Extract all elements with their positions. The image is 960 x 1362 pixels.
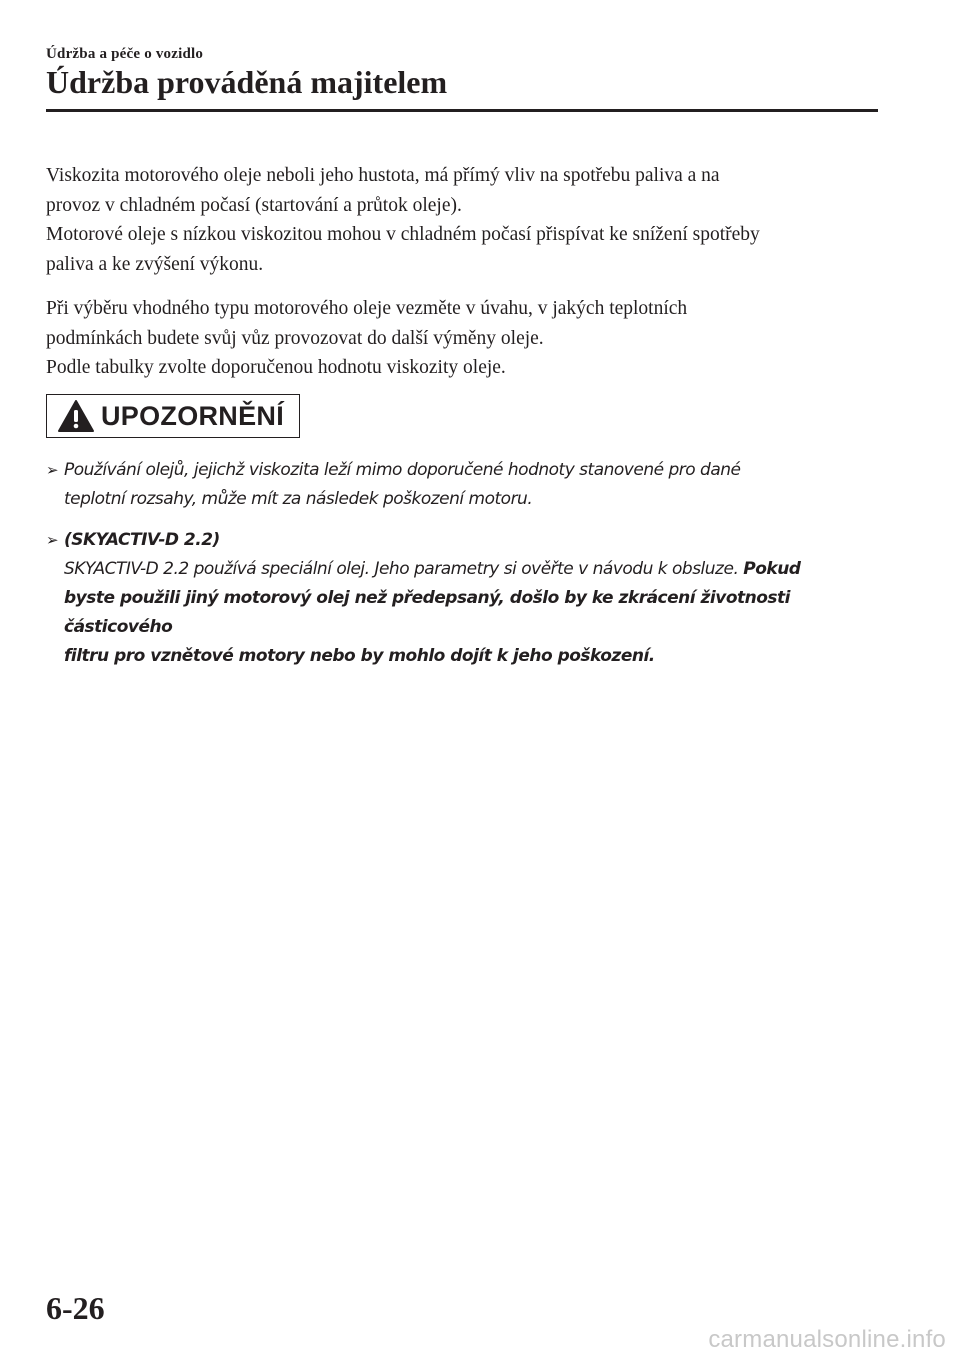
text-line: paliva a ke zvýšení výkonu. xyxy=(46,253,264,275)
text-line: Při výběru vhodného typu motorového oleje vezměte v úvahu, v jakých teplotních xyxy=(46,298,688,319)
watermark: carmanualsonline.info xyxy=(708,1326,946,1353)
text-line: Viskozita motorového oleje neboli jeho hustota, má přímý vliv na spotřebu paliva a na xyxy=(46,165,720,186)
arrow-bullet-icon: ➢ xyxy=(46,531,59,549)
paragraph-selection xyxy=(46,294,886,383)
text-line: teplotní rozsahy, může mít za následek poškození motoru. xyxy=(64,489,533,509)
text-line: podmínkách budete svůj vůz provozovat do další výměny oleje. xyxy=(46,327,544,349)
warning-bullet-list xyxy=(46,456,896,683)
text-line: provoz v chladném počasí (startování a průtok oleje). xyxy=(46,194,462,216)
text-line: Používání olejů, jejichž viskozita leží mimo doporučené hodnoty stanovené pro dané xyxy=(64,460,741,480)
warning-box xyxy=(46,394,300,438)
bullet-text: SKYACTIV-D 2.2 používá speciální olej. Jeho parametry si ověřte v návodu k obsluze. xyxy=(64,559,744,579)
title-divider xyxy=(46,109,878,112)
bullet-emphasis: filtru pro vznětové motory nebo by mohlo dojít k jeho poškození. xyxy=(64,646,655,666)
bullet-heading: (SKYACTIV-D 2.2) xyxy=(64,530,220,550)
section-header: Údržba a péče o vozidlo xyxy=(46,46,204,62)
bullet-emphasis: Pokud xyxy=(743,559,801,579)
page-title: Údržba prováděná majitelem xyxy=(46,64,448,100)
warning-triangle-icon xyxy=(57,399,95,433)
page-number: 6-26 xyxy=(46,1290,105,1326)
warning-bullet xyxy=(46,456,896,514)
arrow-bullet-icon: ➢ xyxy=(46,461,59,479)
text-line xyxy=(64,555,896,584)
warning-bullet xyxy=(46,526,896,671)
text-line: Motorové oleje s nízkou viskozitou mohou v chladném počasí přispívat ke snížení spotřeby xyxy=(46,224,760,245)
paragraph-viscosity xyxy=(46,161,886,279)
text-line: Podle tabulky zvolte doporučenou hodnotu viskozity oleje. xyxy=(46,357,506,378)
warning-label: UPOZORNĚNÍ xyxy=(101,400,285,431)
bullet-emphasis: byste použili jiný motorový olej než předepsaný, došlo by ke zkrácení životnosti částicového xyxy=(64,588,790,637)
